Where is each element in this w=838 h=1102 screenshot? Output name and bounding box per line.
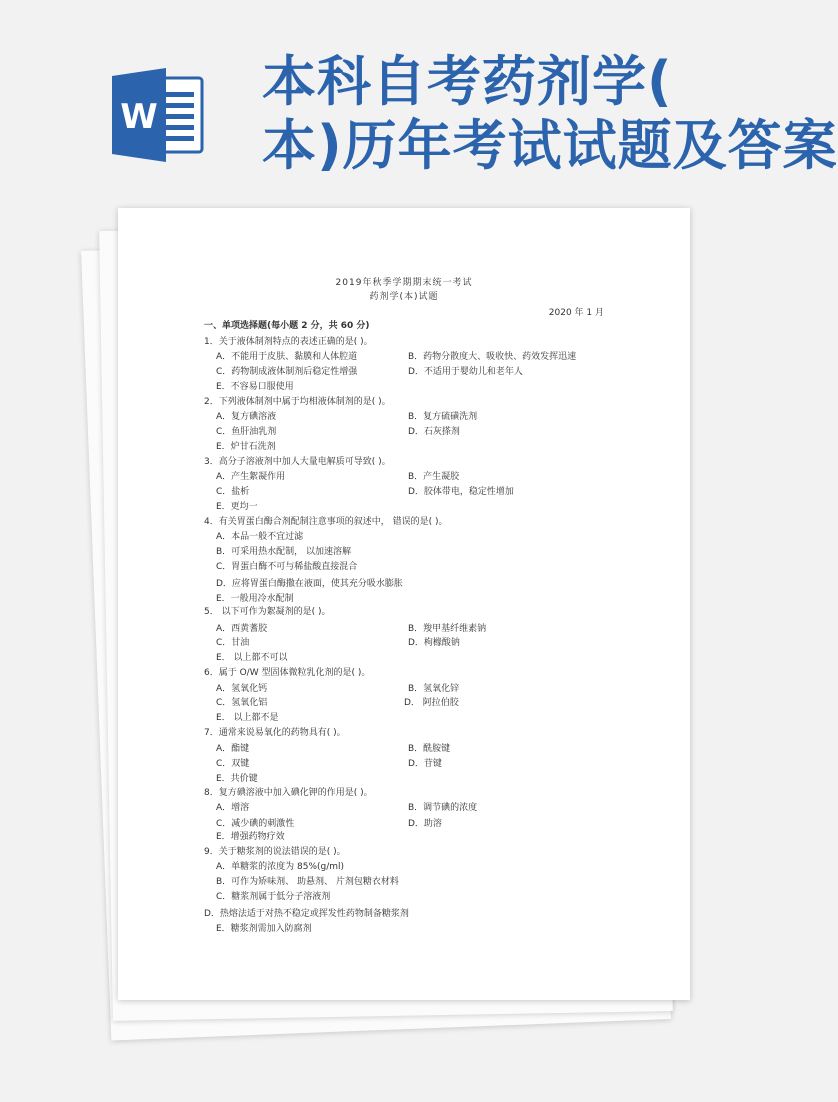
option-e: E．增强药物疗效	[216, 832, 285, 842]
option-d: D．枸橼酸钠	[408, 638, 460, 648]
option-d: D．助溶	[408, 819, 442, 829]
option-d: D．不适用于婴幼儿和老年人	[408, 367, 523, 377]
question-stem: 5． 以下可作为絮凝剂的是( )。	[204, 607, 331, 617]
option-c: C．鱼肝油乳剂	[216, 427, 277, 437]
question-stem: 3．高分子溶液剂中加人大量电解质可导致( )。	[204, 457, 391, 467]
option-b: B．氢氧化锌	[408, 684, 460, 694]
exam-paper	[118, 208, 690, 1000]
word-icon	[108, 68, 208, 162]
question-stem: 1．关于液体制剂特点的表述正确的是( )。	[204, 337, 373, 347]
option-c: C．胃蛋白酶不可与稀盐酸直接混合	[216, 562, 358, 572]
question-stem: 9．关于糖浆剂的说法错误的是( )。	[204, 847, 346, 857]
option-b: B．调节碘的浓度	[408, 803, 478, 813]
banner-title-line2: 本)历年考试试题及答案	[262, 114, 838, 177]
option-e: E． 以上都不是	[216, 713, 279, 723]
option-e: E．更均一	[216, 502, 258, 512]
banner-title	[262, 50, 838, 178]
option-d: D．石灰搽剂	[408, 427, 460, 437]
option-c: C．药物制成液体制剂后稳定性增强	[216, 367, 358, 377]
option-c: C．减少碘的刺激性	[216, 819, 295, 829]
option-c: C．甘油	[216, 638, 250, 648]
question-stem: 6．属于 O/W 型固体微粒乳化剂的是( )。	[204, 668, 371, 678]
option-e: E．不容易口服使用	[216, 382, 294, 392]
option-a: A．氢氧化钙	[216, 684, 268, 694]
question-stem: 4．有关胃蛋白酶合剂配制注意事项的叙述中， 错误的是( )。	[204, 517, 448, 527]
option-d: D． 阿拉伯胶	[404, 698, 459, 708]
question-stem: 7．通常来说易氧化的药物具有( )。	[204, 728, 346, 738]
exam-header-line2: 药剂学(本)试题	[369, 292, 439, 302]
option-d: D．热熔法适于对热不稳定或挥发性药物制备糖浆剂	[204, 909, 409, 919]
option-e: E． 以上都不可以	[216, 653, 288, 663]
svg-text:W: W	[120, 97, 158, 137]
question-stem: 8．复方碘溶液中加入碘化钾的作用是( )。	[204, 788, 373, 798]
option-c: C．氢氧化铝	[216, 698, 268, 708]
option-b: B．羧甲基纤维素钠	[408, 624, 487, 634]
exam-date: 2020 年 1 月	[548, 308, 604, 318]
option-c: C．糖浆剂属于低分子溶液剂	[216, 892, 331, 902]
option-a: A．增溶	[216, 803, 250, 813]
option-d: D．胶体带电，稳定性增加	[408, 487, 514, 497]
option-b: B．可作为矫味剂、 助悬剂、 片剂包糖衣材料	[216, 877, 399, 887]
option-b: B．酰胺键	[408, 744, 451, 754]
option-d: D．苷键	[408, 759, 442, 769]
option-a: A．酯键	[216, 744, 250, 754]
option-c: C．盐析	[216, 487, 250, 497]
option-a: A．西黄蓍胶	[216, 624, 268, 634]
section-title: 一、单项选择题(每小题 2 分，共 60 分)	[204, 321, 370, 331]
exam-document	[118, 208, 690, 1000]
option-a: A．不能用于皮肤、黏膜和人体腔道	[216, 352, 358, 362]
option-a: A．本品一般不宜过滤	[216, 532, 304, 542]
option-c: C．双键	[216, 759, 250, 769]
option-e: E．共价键	[216, 774, 258, 784]
option-a: A．单糖浆的浓度为 85%(g/ml)	[216, 862, 345, 872]
option-d: D．应将胃蛋白酶撒在液面，使其充分吸水膨胀	[216, 579, 403, 589]
option-a: A．复方碘溶液	[216, 412, 277, 422]
option-b: B．复方硫磺洗剂	[408, 412, 478, 422]
option-e: E．一般用冷水配制	[216, 594, 294, 604]
exam-header-line1: 2019年秋季学期期末统一考试	[335, 278, 473, 288]
option-b: B．药物分散度大、吸收快、药效发挥迅速	[408, 352, 577, 362]
option-b: B．产生凝胶	[408, 472, 460, 482]
option-e: E．糖浆剂需加入防腐剂	[216, 924, 312, 934]
question-stem: 2．下列液体制剂中属于均相液体制剂的是( )。	[204, 397, 391, 407]
option-b: B．可采用热水配制， 以加速溶解	[216, 547, 352, 557]
banner-title-line1: 本科自考药剂学(	[262, 50, 673, 113]
option-a: A．产生絮凝作用	[216, 472, 286, 482]
option-e: E．炉甘石洗剂	[216, 442, 276, 452]
